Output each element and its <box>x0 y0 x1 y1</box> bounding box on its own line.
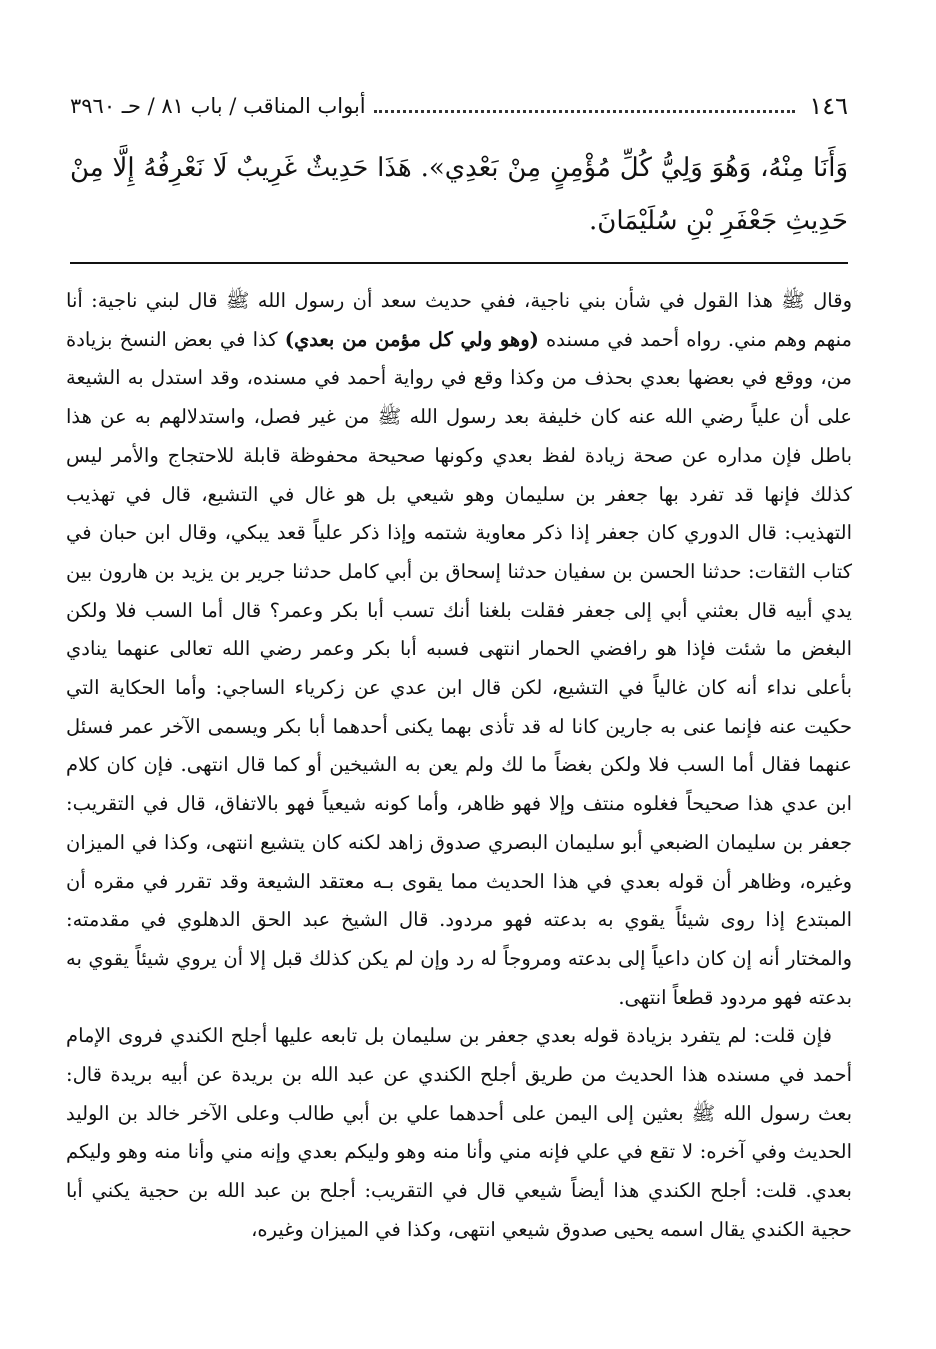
hadith-text: وَأَنَا مِنْهُ، وَهُوَ وَلِيُّ كُلِّ مُؤْمِنٍ مِنْ بَعْدِي». هَذَا حَدِيثٌ غَرِيبٌ لَا نَعْرِفُهُ إِلَّا مِنْ حَدِيثِ جَعْفَرِ بْنِ سُلَيْمَانَ. <box>70 153 848 236</box>
page-header <box>70 88 848 124</box>
commentary-p1-part-b: كذا في بعض النسخ بزيادة من، ووقع في بعضها بعدي بحذف من وكذا وقع في رواية أحمد في مسنده، وقد استدل به الشيعة على أن علياً رضي الله عنه كان خليفة بعد رسول الله ﷺ من غير فصل، واستدلالهم به عن هذا باطل فإن مداره عن صحة زيادة لفظ بعدي وكونها صحيحة محفوظة قابلة للاحتجاج والأمر ليس كذلك فإنها قد تفرد بها جعفر بن سليمان وهو شيعي بل هو غال في التشيع، قال في تهذيب التهذيب: قال الدوري كان جعفر إذا ذكر معاوية شتمه وإذا ذكر علياً قعد يبكي، وقال ابن حبان في كتاب الثقات: حدثنا الحسن بن سفيان حدثنا إسحاق بن أبي كامل حدثنا جرير بن يزيد بن هارون بين يدي أبيه قال بعثني أبي إلى جعفر فقلت بلغنا أنك تسب أبا بكر وعمر؟ قال أما السب فلا ولكن البغض ما شئت فإذا هو رافضي الحمار انتهى فسبه أبا بكر وعمر رضي الله تعالى عنهما ينادي بأعلى نداء أنه كان غالياً في التشيع، لكن قال ابن عدي عن زكرياء الساجي: وأما الحكاية التي حكيت عنه فإنما عنى به جارين كانا له قد تأذى بهما يكنى أحدهما أبا بكر ويسمى الآخر عمر فسئل عنهما فقال أما السب فلا ولكن بغضاً ما لك ولم يعن به الشيخين أو كما قال انتهى. فإن كان كلام ابن عدي هذا صحيحاً فغلوه منتف وإلا فهو ظاهر، وأما كونه شيعياً فهو بالاتفاق، قال في التقريب: جعفر بن سليمان الضبعي أبو سليمان البصري صدوق زاهد لكنه كان يتشيع انتهى، وكذا في الميزان وغيره، وظاهر أن قوله بعدي في هذا الحديث مما يقوى بـه معتقد الشيعة وقد تقرر في مقره أن المبتدع إذا روى شيئاً يقوي به بدعته فهو مردود. قال الشيخ عبد الحق الدهلوي في مقدمته: والمختار أنه إن كان داعياً إلى بدعته ومروجاً له رد وإن لم يكن كذلك قبل إلا أن يروي شيئاً يقوي به بدعته فهو مردود قطعاً انتهى. <box>66 327 852 1009</box>
header-leader-dots <box>374 100 796 113</box>
commentary <box>66 282 852 1250</box>
page-number: ١٤٦ <box>809 92 848 120</box>
commentary-paragraph-1 <box>66 282 852 1017</box>
commentary-paragraph-2: فإن قلت: لم يتفرد بزيادة قوله بعدي جعفر بن سليمان بل تابعه عليها أجلح الكندي فروى الإمام أحمد في مسنده هذا الحديث من طريق أجلح الكندي عن عبد الله بن بريدة عن أبيه بريدة قال: بعث رسول الله ﷺ بعثين إلى اليمن على أحدهما علي بن أبي طالب وعلى الآخر خالد بن الوليد الحديث وفي آخره: لا تقع في علي فإنه مني وأنا منه وهو وليكم بعدي وإنه مني وأنا منه وهو وليكم بعدي. قلت: أجلح الكندي هذا أيضاً شيعي قال في التقريب: أجلح بن عبد الله بن حجية يكني أبا حجية الكندي يقال اسمه يحيى صدوق شيعي انتهى، وكذا في الميزان وغيره، <box>66 1024 852 1241</box>
footnote-separator <box>70 262 848 264</box>
commentary-p1-quoted-phrase: (وهو ولي كل مؤمن من بعدي) <box>284 327 539 351</box>
commentary-p1-part-a: وقال ﷺ هذا القول في شأن بني ناجية، ففي حديث سعد أن رسول الله ﷺ قال لبني ناجية: أنا منهم وهم مني. رواه أحمد في مسنده <box>66 289 852 351</box>
running-title: أبواب المناقب / باب ٨١ / حـ ٣٩٦٠ <box>70 94 366 118</box>
